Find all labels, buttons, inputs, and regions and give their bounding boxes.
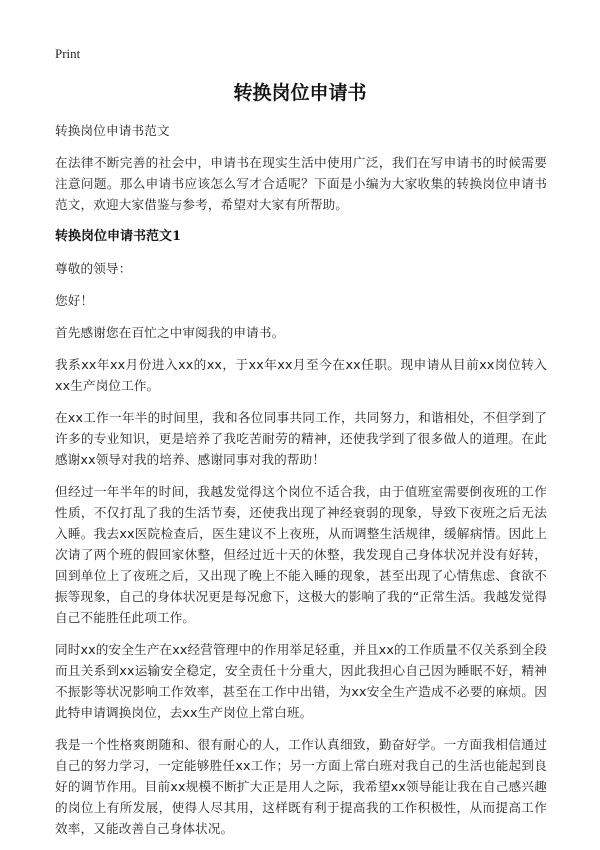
print-link[interactable]: Print <box>55 46 81 61</box>
body-paragraph: 我系xx年xx月份进入xx的xx，于xx年xx月至今在xx任职。现申请从目前xx岗位转入xx生产岗位工作。 <box>55 357 547 393</box>
body-paragraph: 我是一个性格爽朗随和、很有耐心的人，工作认真细致，勤奋好学。一方面我相信通过自己的努力学习，一定能够胜任xx工作；另一方面上常白班对我自己的生活也能起到良好的调节作用。目前xx规模不断扩大正是用人之际，我希望xx领导能让我在自己感兴趣的岗位上有所发展，使得人尽其用，这样既有利于提高我的工作积极性，从而提高工作效率，又能改善自己身体状况。 <box>55 737 547 836</box>
body-paragraph: 在xx工作一年半的时间里，我和各位同事共同工作，共同努力，和谐相处，不但学到了许多的专业知识，更是培养了我吃苦耐劳的精神，还使我学到了很多做人的道理。在此感谢xx领导对我的培养、感谢同事对我的帮助！ <box>55 410 547 467</box>
section-heading: 转换岗位申请书范文1 <box>55 229 182 244</box>
body-paragraph: 首先感谢您在百忙之中审阅我的申请书。 <box>55 325 285 340</box>
greeting: 您好！ <box>55 293 94 308</box>
document-title: 转换岗位申请书 <box>233 82 367 104</box>
body-paragraph: 同时xx的安全生产在xx经营管理中的作用举足轻重，并且xx的工作质量不仅关系到全段而且关系到xx运输安全稳定，安全责任十分重大，因此我担心自己因为睡眠不好，精神不振影等状况影响工作效率，甚至在工作中出错，为xx安全生产造成不必要的麻烦。因此特申请调换岗位，去xx生产岗位上常白班。 <box>55 642 547 720</box>
document-subtitle: 转换岗位申请书范文 <box>55 123 170 138</box>
intro-paragraph: 在法律不断完善的社会中，申请书在现实生活中使用广泛，我们在写申请书的时候需要注意问题。那么申请书应该怎么写才合适呢？下面是小编为大家收集的转换岗位申请书范文，欢迎大家借鉴与参考，希望对大家有所帮助。 <box>55 155 547 212</box>
salutation: 尊敬的领导： <box>55 261 132 276</box>
body-paragraph: 但经过一年半年的时间，我越发觉得这个岗位不适合我，由于值班室需要倒夜班的工作性质，不仅打乱了我的生活节奏，还使我出现了神经衰弱的现象，导致下夜班之后无法入睡。我去xx医院检查后，医生建议不上夜班，从而调整生活规律，缓解病情。因此上次请了两个班的假回家休整，但经过近十天的休整，我发现自己身体状况并没有好转，回到单位上了夜班之后，又出现了晚上不能入睡的现象，甚至出现了心情焦虑、食欲不振等现象，自己的身体状况更是每况愈下，这极大的影响了我的“正常生活。我越发觉得自己不能胜任此项工作。 <box>55 484 547 625</box>
document-body <box>55 120 547 850</box>
